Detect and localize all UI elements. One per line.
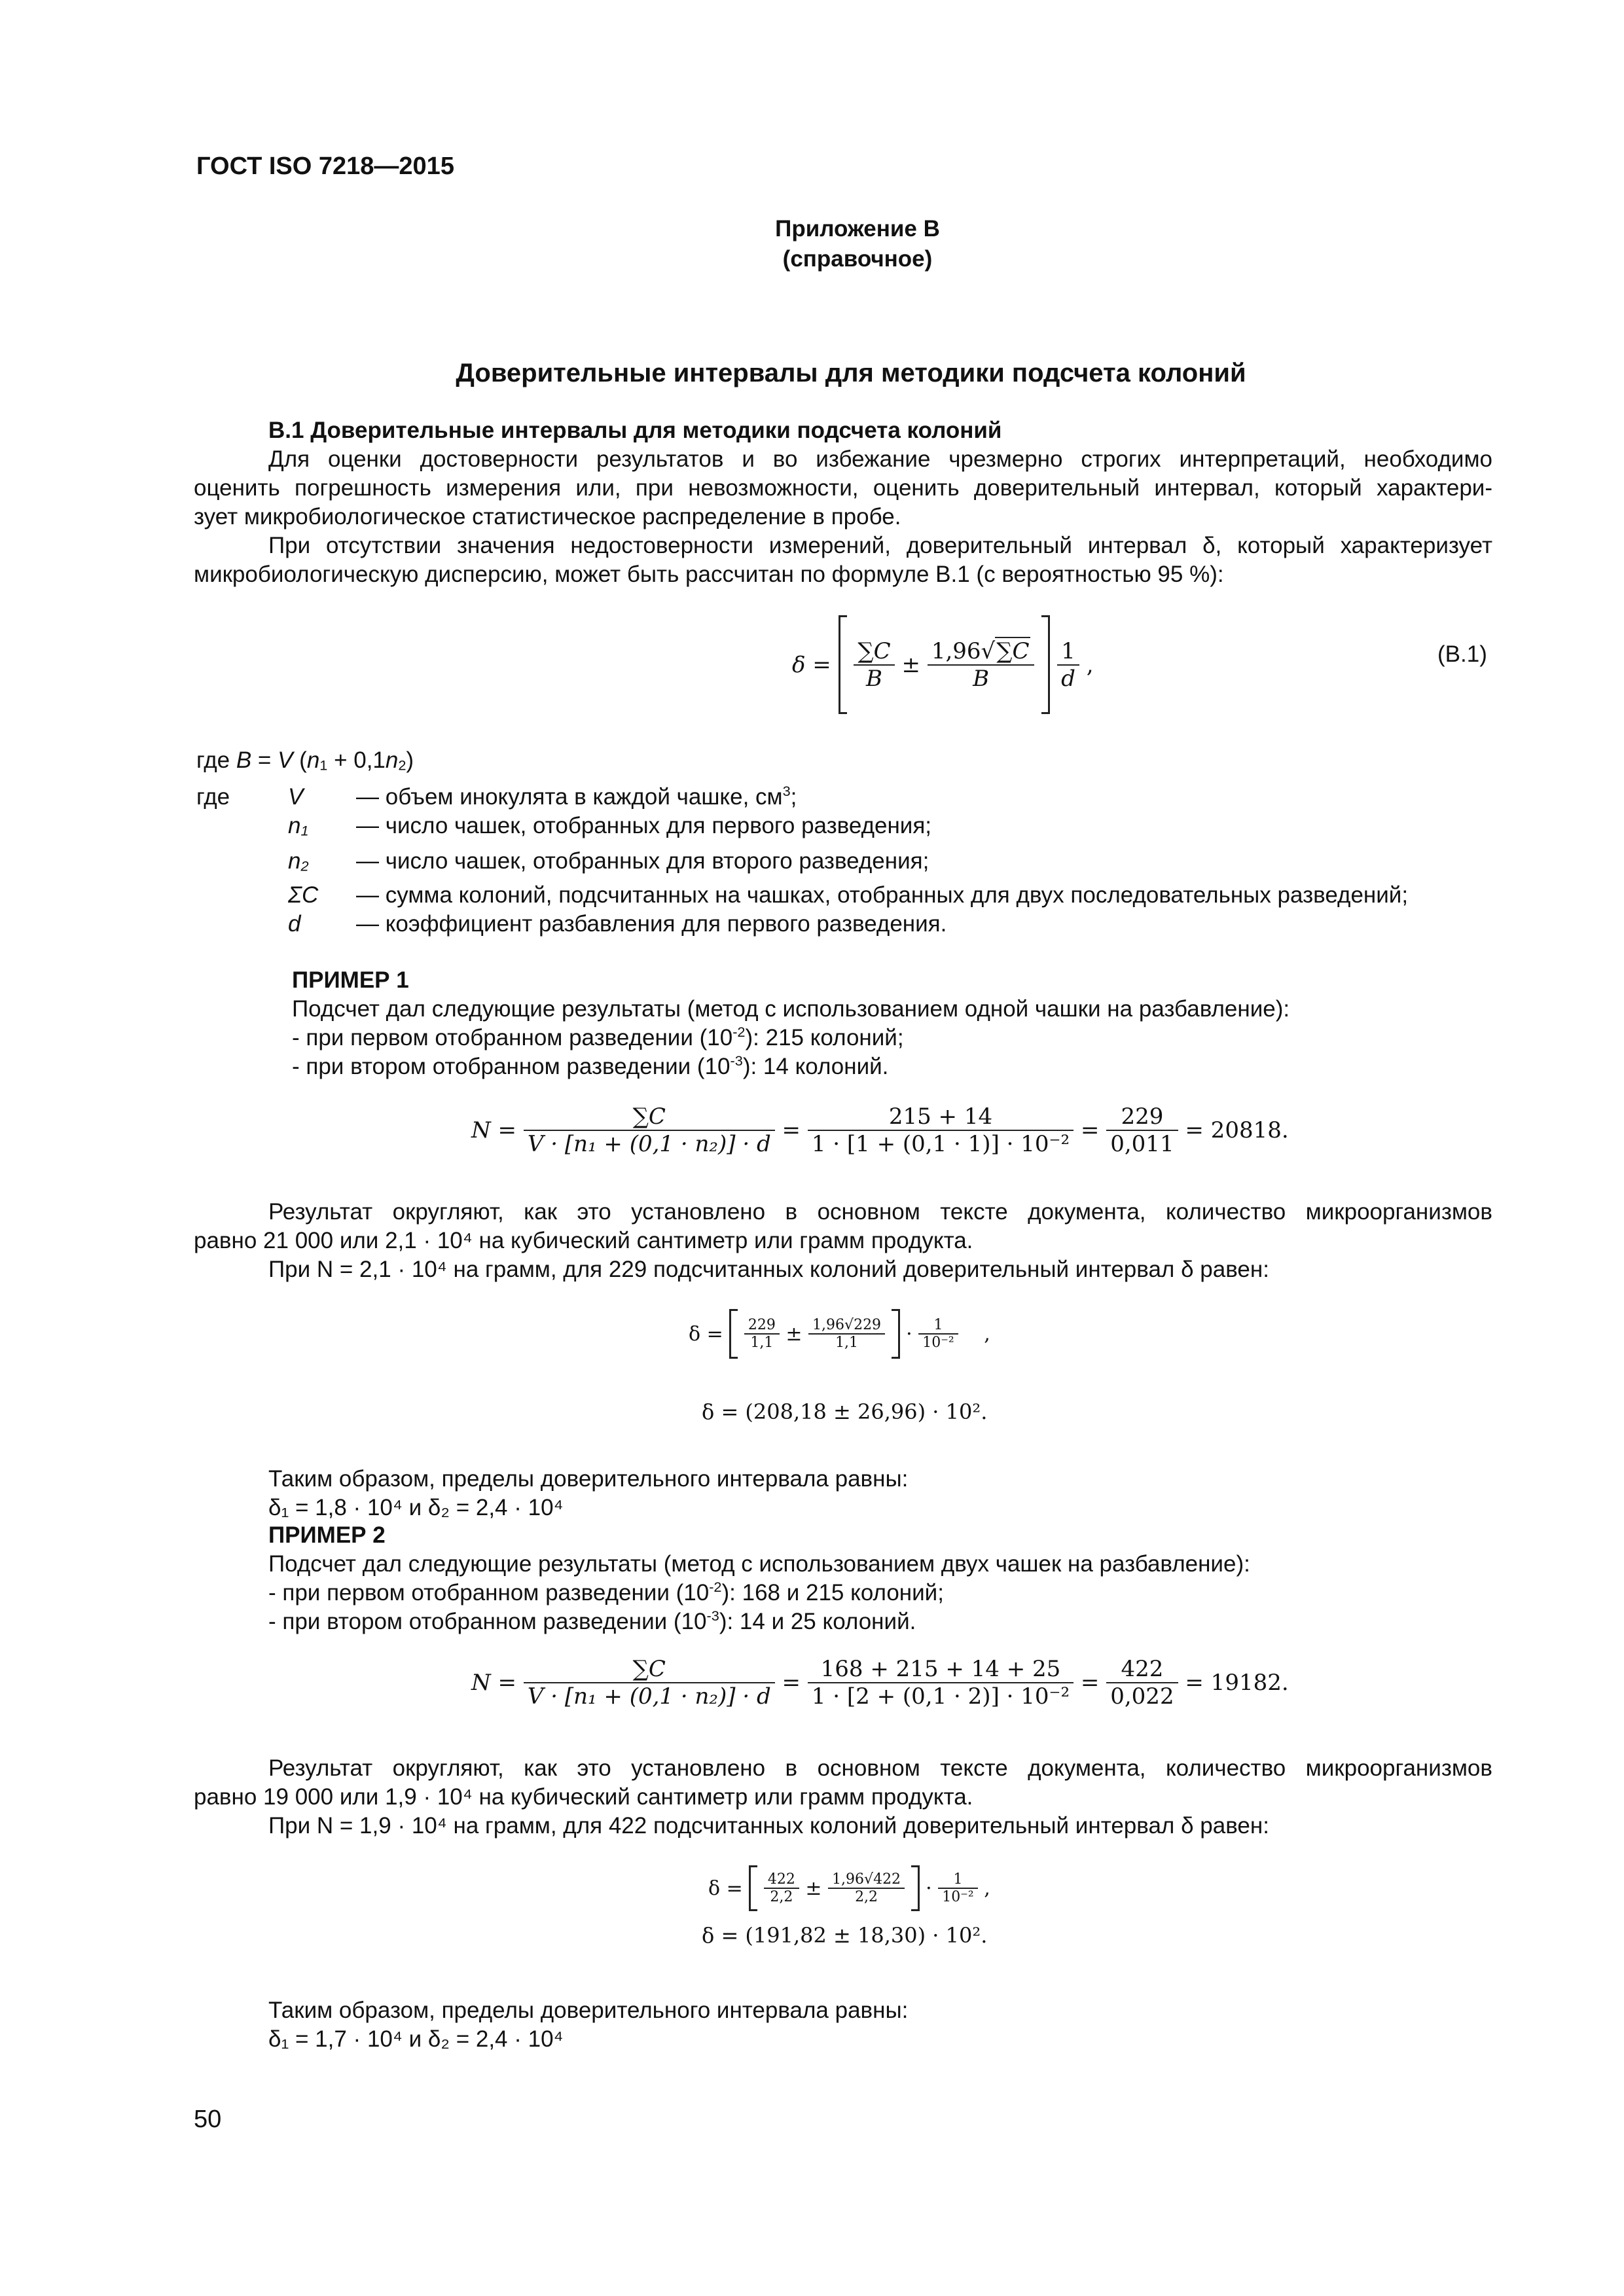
fraction-numerator: 215 + 14 bbox=[888, 1103, 993, 1130]
example1-result-line-1: Результат округляют, как это установлено в основном тексте документа, количество микроорганизмов bbox=[268, 1199, 1492, 1225]
equals-sign: = bbox=[251, 747, 278, 773]
example2-limits: δ₁ = 1,7 · 10⁴ и δ₂ = 2,4 · 10⁴ bbox=[268, 2026, 564, 2052]
fraction-numerator: 422 bbox=[767, 1871, 795, 1888]
where-word: где bbox=[196, 747, 236, 773]
appendix-title: Приложение В bbox=[775, 216, 940, 242]
section-paragraph-1-line-1: Для оценки достоверности результатов и во избежание чрезмерно строгих интерпретаций, необходимо bbox=[268, 446, 1492, 472]
page-number: 50 bbox=[194, 2106, 222, 2133]
definition-tail: ; bbox=[790, 784, 797, 810]
example1-delta-formula bbox=[689, 1309, 990, 1359]
example2-limits-intro: Таким образом, пределы доверительного интервала равны: bbox=[268, 1998, 909, 2023]
formula-fraction-sum-over-b bbox=[854, 638, 894, 692]
fraction-denominator: 0,011 bbox=[1106, 1130, 1178, 1157]
formula-n: N = bbox=[471, 1117, 517, 1143]
section-paragraph-2-line-1: При отсутствии значения недостоверности измерений, доверительный интервал δ, который характеризует bbox=[268, 533, 1492, 558]
fraction-numerator: 1 bbox=[953, 1871, 963, 1888]
fraction-numerator: 1 bbox=[933, 1317, 943, 1333]
example1-line-3 bbox=[292, 1052, 888, 1081]
symbol-b: B bbox=[236, 747, 252, 773]
example2-line-3-text: - при втором отобранном разведении (10 bbox=[268, 1609, 707, 1634]
formula-b: B bbox=[854, 664, 894, 692]
appendix-status: (справочное) bbox=[782, 246, 933, 272]
definition-sup: 3 bbox=[782, 782, 791, 799]
fraction-denominator: 10⁻² bbox=[918, 1333, 958, 1351]
formula-right-bracket bbox=[1041, 615, 1050, 714]
formula-n: N = bbox=[471, 1670, 517, 1696]
example1-result-line-2: равно 21 000 или 2,1 · 10⁴ на кубический сантиметр или грамм продукта. bbox=[194, 1228, 973, 1253]
delta-fraction-c bbox=[918, 1317, 958, 1351]
delta-lhs: δ = bbox=[689, 1322, 723, 1346]
definition-text: — число чашек, отобранных для второго разведения; bbox=[356, 848, 929, 874]
example1-line-3-text: - при втором отобранном разведении (10 bbox=[292, 1054, 731, 1079]
multiply-dot: · bbox=[926, 1876, 932, 1900]
delta-fraction-a bbox=[744, 1317, 780, 1351]
example2-delta-formula bbox=[708, 1865, 990, 1911]
fraction-numerator: 1,96√229 bbox=[812, 1317, 882, 1333]
plus-coef: + 0,1 bbox=[327, 747, 386, 773]
fraction-denominator: 1 · [1 + (0,1 · 1)] · 10⁻² bbox=[808, 1130, 1074, 1157]
formula-fraction-sqrt bbox=[928, 638, 1035, 692]
formula-plus-minus: ± bbox=[901, 651, 920, 678]
formula-comma: , bbox=[1086, 651, 1094, 678]
definitions-where: где bbox=[196, 784, 230, 810]
formula-result: = 19182. bbox=[1185, 1670, 1289, 1696]
delta-lhs: δ = bbox=[708, 1876, 743, 1900]
example2-line-2-tail: ): 168 и 215 колоний; bbox=[721, 1580, 944, 1605]
example2-delta-intro: При N = 1,9 · 10⁴ на грамм, для 422 подсчитанных колоний доверительный интервал δ равен: bbox=[268, 1813, 1269, 1839]
example1-delta-result: δ = (208,18 ± 26,96) · 10². bbox=[702, 1399, 988, 1424]
delta-fraction-b bbox=[808, 1317, 885, 1351]
formula-sum-c: ∑C bbox=[857, 637, 891, 664]
formula-number: (В.1) bbox=[1437, 641, 1487, 667]
fraction-denominator: 0,022 bbox=[1106, 1682, 1178, 1710]
fraction-denominator: V · [n₁ + (0,1 · n₂)] · d bbox=[524, 1682, 775, 1710]
definition-symbol: n bbox=[288, 848, 301, 874]
equals-sign: = bbox=[1080, 1670, 1100, 1696]
definition-text: — сумма колоний, подсчитанных на чашках, отобранных для двух последовательных разведений; bbox=[356, 882, 1409, 908]
definition-text: — объем инокулята в каждой чашке, см bbox=[356, 784, 783, 810]
fraction-denominator: 1 · [2 + (0,1 · 2)] · 10⁻² bbox=[808, 1682, 1074, 1710]
formula-coefficient: 1,96 bbox=[931, 637, 981, 664]
definition-symbol: d bbox=[288, 911, 301, 937]
example2-line-3-tail: ): 14 и 25 колоний. bbox=[719, 1609, 916, 1634]
definition-symbol: V bbox=[288, 784, 304, 810]
example1-line-2 bbox=[292, 1024, 904, 1052]
section-paragraph-1-line-3: зует микробиологическое статистическое распределение в пробе. bbox=[194, 504, 901, 529]
formula-fraction-3 bbox=[1106, 1103, 1178, 1157]
where-b-definition bbox=[196, 746, 414, 775]
fraction-numerator: ∑C bbox=[632, 1103, 666, 1130]
example2-result-line-1: Результат округляют, как это установлено в основном тексте документа, количество микроорганизмов bbox=[268, 1755, 1492, 1781]
example2-result-line-2: равно 19 000 или 1,9 · 10⁴ на кубический сантиметр или грамм продукта. bbox=[194, 1784, 973, 1810]
fraction-numerator: 422 bbox=[1121, 1656, 1164, 1682]
formula-sqrt-sum-c: ∑C bbox=[996, 637, 1030, 664]
delta-left-bracket bbox=[729, 1309, 738, 1359]
formula-fraction-2 bbox=[808, 1103, 1074, 1157]
symbol-n2-sub: 2 bbox=[398, 757, 406, 774]
open-paren: ( bbox=[293, 747, 307, 773]
example1-line-1: Подсчет дал следующие результаты (метод с использованием одной чашки на разбавление): bbox=[292, 996, 1290, 1022]
definition-sub: 1 bbox=[300, 822, 309, 839]
plus-minus: ± bbox=[805, 1876, 822, 1900]
example2-delta-result: δ = (191,82 ± 18,30) · 10². bbox=[702, 1923, 988, 1948]
example2-line-3 bbox=[268, 1607, 916, 1636]
fraction-denominator: 2,2 bbox=[764, 1888, 799, 1905]
fraction-numerator: 1,96√422 bbox=[832, 1871, 901, 1888]
symbol-n1: n bbox=[306, 747, 320, 773]
example1-line-2-exponent: -2 bbox=[732, 1023, 746, 1040]
formula-one: 1 bbox=[1061, 637, 1075, 664]
example1-line-3-tail: ): 14 колоний. bbox=[742, 1054, 889, 1079]
formula-result: = 20818. bbox=[1185, 1117, 1289, 1143]
fraction-denominator: 10⁻² bbox=[938, 1888, 977, 1905]
symbol-v: V bbox=[278, 747, 293, 773]
document-code: ГОСТ ISO 7218—2015 bbox=[196, 152, 454, 180]
example2-title: ПРИМЕР 2 bbox=[268, 1522, 386, 1548]
example1-limits: δ₁ = 1,8 · 10⁴ и δ₂ = 2,4 · 10⁴ bbox=[268, 1495, 564, 1520]
example2-line-2 bbox=[268, 1579, 944, 1607]
formula-fraction-3 bbox=[1106, 1656, 1178, 1710]
definition-symbol: n bbox=[288, 813, 301, 838]
formula-comma: , bbox=[984, 1876, 990, 1900]
multiply-dot: · bbox=[906, 1322, 912, 1346]
definition-symbol: ΣC bbox=[288, 882, 319, 908]
example1-delta-intro: При N = 2,1 · 10⁴ на грамм, для 229 подсчитанных колоний доверительный интервал δ равен: bbox=[268, 1257, 1269, 1282]
formula-fraction-2 bbox=[808, 1656, 1074, 1710]
formula-left-bracket bbox=[839, 615, 847, 714]
close-paren: ) bbox=[406, 747, 414, 773]
section-paragraph-2-line-2: микробиологическую дисперсию, может быть рассчитан по формуле В.1 (с вероятностью 95 %): bbox=[194, 562, 1224, 587]
example2-line-3-exponent: -3 bbox=[706, 1607, 719, 1624]
symbol-n2: n bbox=[385, 747, 399, 773]
fraction-numerator: 168 + 215 + 14 + 25 bbox=[820, 1656, 1061, 1682]
example2-line-2-exponent: -2 bbox=[709, 1578, 722, 1595]
formula-fraction-1 bbox=[524, 1103, 775, 1157]
delta-fraction-a bbox=[764, 1871, 799, 1905]
equals-sign: = bbox=[1080, 1117, 1100, 1143]
formula-b-2: B bbox=[928, 664, 1035, 692]
formula-delta: δ = bbox=[792, 651, 831, 678]
fraction-numerator: 229 bbox=[748, 1317, 776, 1333]
plus-minus: ± bbox=[785, 1322, 803, 1346]
definitions-list bbox=[196, 783, 1506, 940]
sqrt-icon: √ bbox=[981, 637, 996, 664]
formula-fraction-1 bbox=[524, 1656, 775, 1710]
delta-left-bracket bbox=[749, 1865, 757, 1911]
fraction-denominator: V · [n₁ + (0,1 · n₂)] · d bbox=[524, 1130, 775, 1157]
example2-line-1: Подсчет дал следующие результаты (метод с использованием двух чашек на разбавление): bbox=[268, 1551, 1250, 1577]
delta-right-bracket bbox=[911, 1865, 920, 1911]
definition-sub: 2 bbox=[300, 857, 309, 874]
fraction-denominator: 1,1 bbox=[808, 1333, 885, 1351]
formula-d: d bbox=[1057, 664, 1079, 692]
example1-line-3-exponent: -3 bbox=[730, 1052, 743, 1069]
example1-line-2-tail: ): 215 колоний; bbox=[745, 1025, 904, 1050]
fraction-numerator: 229 bbox=[1121, 1103, 1164, 1130]
main-title: Доверительные интервалы для методики подсчета колоний bbox=[456, 359, 1246, 387]
delta-fraction-c bbox=[938, 1871, 977, 1905]
example1-title: ПРИМЕР 1 bbox=[292, 967, 409, 993]
example2-formula-n bbox=[471, 1656, 1289, 1710]
fraction-denominator: 2,2 bbox=[828, 1888, 905, 1905]
equals-sign: = bbox=[782, 1117, 801, 1143]
delta-fraction-b bbox=[828, 1871, 905, 1905]
formula-comma: , bbox=[984, 1322, 990, 1346]
delta-right-bracket bbox=[892, 1309, 900, 1359]
fraction-numerator: ∑C bbox=[632, 1656, 666, 1682]
section-paragraph-1-line-2: оценить погрешность измерения или, при невозможности, оценить доверительный интервал, который характери- bbox=[194, 475, 1492, 501]
equals-sign: = bbox=[782, 1670, 801, 1696]
example1-line-2-text: - при первом отобранном разведении (10 bbox=[292, 1025, 733, 1050]
formula-b1 bbox=[792, 615, 1094, 713]
example2-line-2-text: - при первом отобранном разведении (10 bbox=[268, 1580, 710, 1605]
symbol-n1-sub: 1 bbox=[319, 757, 328, 774]
formula-fraction-one-over-d bbox=[1057, 638, 1079, 692]
example1-limits-intro: Таким образом, пределы доверительного интервала равны: bbox=[268, 1466, 909, 1492]
definition-text: — число чашек, отобранных для первого разведения; bbox=[356, 813, 932, 838]
example1-formula-n bbox=[471, 1103, 1289, 1157]
section-heading: В.1 Доверительные интервалы для методики подсчета колоний bbox=[268, 418, 1002, 443]
fraction-denominator: 1,1 bbox=[744, 1333, 780, 1351]
definition-text: — коэффициент разбавления для первого разведения. bbox=[356, 911, 947, 937]
